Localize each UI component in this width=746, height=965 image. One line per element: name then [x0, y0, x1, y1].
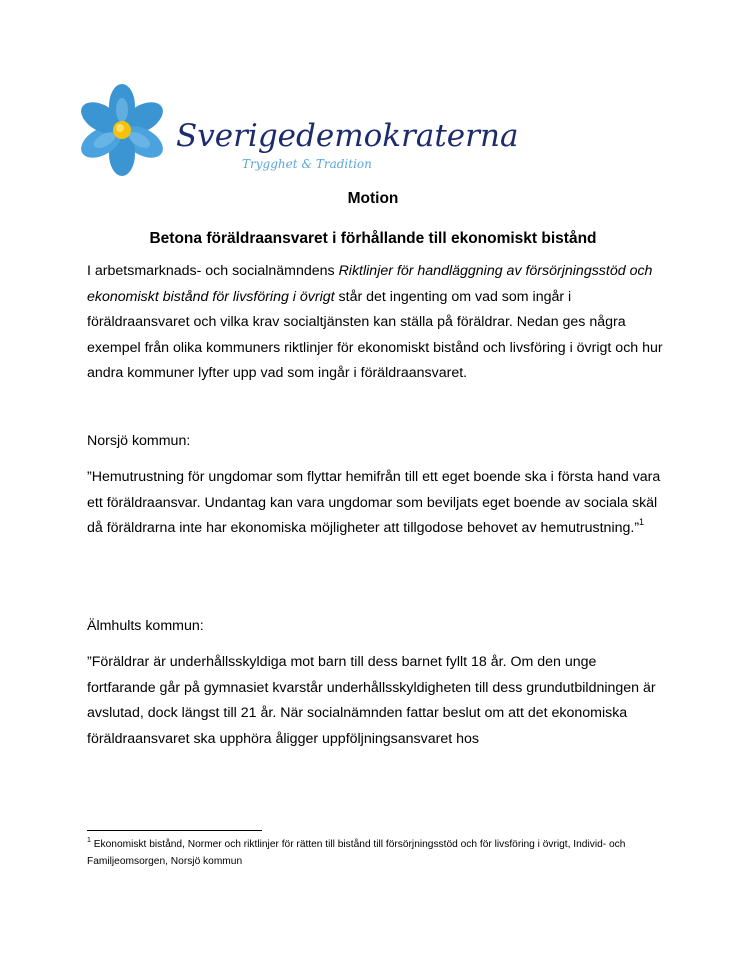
quote-almhult: ”Föräldrar är underhållsskyldiga mot barn till dess barnet fyllt 18 år. Om den unge fortfarande går på gymnasiet kvarstår underhållsskyldigheten till dess grundutbildningen är avslutad, dock längst till 21 år. När socialnämnden fattar beslut om att det ekonomiska föräldraansvaret ska upphöra åligger uppföljningsansvaret hos: [87, 654, 656, 747]
document-title: Betona föräldraansvaret i förhållande till ekonomiskt bistånd: [149, 230, 597, 247]
intro-guideline-title: Riktlinjer för handläggning av försörjningsstöd och ekonomiskt bistånd för livsföring i övrigt: [87, 263, 653, 305]
logo-tagline: Trygghet & Tradition: [242, 157, 372, 171]
footnote: [87, 836, 687, 870]
flower-logo-icon: [84, 86, 519, 182]
footnote-text: Ekonomiskt bistånd, Normer och riktlinjer för rätten till bistånd till försörjningsstöd och för livsföring i övrigt, Individ- och Familjeomsorgen, Norsjö kommun: [87, 839, 626, 867]
footnote-reference[interactable]: 1: [639, 517, 645, 528]
footnote-divider: [87, 830, 262, 831]
intro-paragraph: [87, 259, 667, 387]
document-type: Motion: [347, 190, 399, 207]
section-heading-norsjo: Norsjö kommun:: [87, 433, 191, 449]
party-logo: [84, 86, 519, 182]
quote-norsjo-text: ”Hemutrustning för ungdomar som flyttar hemifrån till ett eget boende ska i första hand vara ett föräldraansvar. Undantag kan vara ungdomar som beviljats eget boende av sociala skäl då föräldrarna inte har ekonomiska möjligheter att tillgodose behovet av hemutrustning.”: [87, 469, 661, 536]
intro-text-after: står det ingenting om vad som ingår i föräldraansvaret och vilka krav socialtjänsten kan ställa på föräldrar. Nedan ges några exempel från olika kommuners riktlinjer för ekonomiskt bistånd och livsföring i övrigt och hur andra kommuner lyfter upp vad som ingår i föräldraansvaret.: [87, 288, 663, 381]
intro-text-before: I arbetsmarknads- och socialnämndens: [87, 263, 339, 279]
footnote-number: 1: [87, 836, 91, 844]
quote-norsjo: [87, 465, 667, 542]
logo-wordmark: Sverigedemokraterna: [176, 118, 519, 154]
section-heading-almhult: Älmhults kommun:: [87, 618, 204, 634]
